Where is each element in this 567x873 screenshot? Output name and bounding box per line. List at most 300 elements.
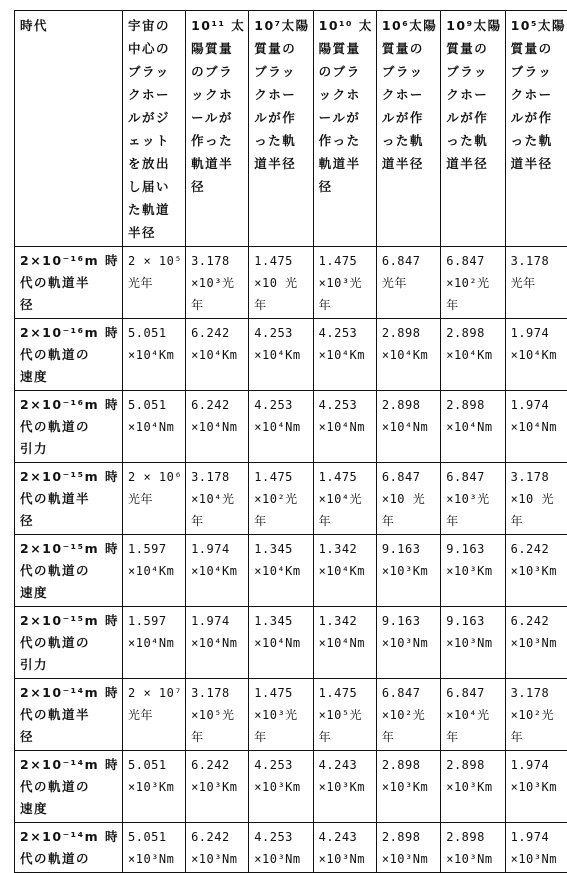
value-cell [313, 535, 376, 607]
value-cell [249, 319, 313, 391]
cell-text-line: 2.898 [446, 322, 501, 344]
cell-text-line: 2.898 [446, 394, 501, 416]
cell-text-line: 質量の [254, 37, 309, 60]
cell-text-line: ×10⁴Nm [191, 416, 245, 438]
value-cell [376, 751, 440, 823]
cell-text-line: 1.475 [254, 682, 309, 704]
cell-text-line: ×10⁴Nm [382, 416, 437, 438]
cell-text-line: し届い [128, 175, 182, 198]
value-cell [123, 751, 186, 823]
cell-text-line: 4.253 [254, 826, 309, 848]
cell-text-line: ×10³Km [446, 776, 501, 798]
value-cell [441, 319, 505, 391]
header-row [15, 11, 567, 247]
cell-text-line: ルがジ [128, 106, 182, 129]
value-cell [505, 823, 567, 873]
cell-text-line: 年 [254, 726, 309, 748]
table-row [15, 751, 567, 823]
cell-text-line: ×10⁴Nm [319, 632, 373, 654]
header-cell [15, 11, 123, 247]
cell-text-line: ×10³Km [511, 560, 566, 582]
cell-text-line: 質量の [382, 37, 437, 60]
value-cell [186, 247, 249, 319]
cell-text-line: ×10³光 [191, 272, 245, 294]
value-cell [186, 319, 249, 391]
cell-text-line: 2×10⁻¹⁴m 時 [20, 754, 119, 776]
cell-text-line: 4.253 [319, 322, 373, 344]
value-cell [313, 823, 376, 873]
value-cell [123, 391, 186, 463]
cell-text-line: 年 [254, 510, 309, 532]
cell-text-line: 年 [382, 726, 437, 748]
value-cell [313, 247, 376, 319]
cell-text-line: ×10⁴Km [382, 344, 437, 366]
cell-text-line: 道半径 [511, 152, 566, 175]
cell-text-line: 光年 [128, 272, 182, 294]
cell-text-line: 2 × 10⁵ [128, 250, 182, 272]
cell-text-line: 軌道半 [191, 152, 245, 175]
cell-text-line: ×10³Nm [382, 848, 437, 870]
cell-text-line: 2×10⁻¹⁶m 時 [20, 250, 119, 272]
cell-text-line: ×10²光 [446, 272, 501, 294]
cell-text-line: 1.475 [319, 682, 373, 704]
value-cell [505, 247, 567, 319]
cell-text-line: 代の軌道の [20, 848, 119, 870]
value-cell [376, 679, 440, 751]
cell-text-line: クホー [446, 83, 501, 106]
cell-text-line: ×10⁴Km [191, 560, 245, 582]
cell-text-line: ールが [319, 106, 373, 129]
cell-text-line: ×10⁴光 [191, 488, 245, 510]
cell-text-line: ×10³Nm [382, 632, 437, 654]
value-cell [186, 535, 249, 607]
cell-text-line: ×10³Nm [511, 848, 566, 870]
cell-text-line: 10⁹太陽 [446, 14, 501, 37]
cell-text-line: 代の軌道の [20, 416, 119, 438]
cell-text-line: ×10³Km [382, 560, 437, 582]
row-label-cell [15, 463, 123, 535]
value-cell [313, 679, 376, 751]
value-cell [186, 751, 249, 823]
cell-text-line: 2×10⁻¹⁵m 時 [20, 610, 119, 632]
cell-text-line: 5.051 [128, 322, 182, 344]
row-label-cell [15, 823, 123, 873]
table-body [15, 11, 567, 873]
cell-text-line: ×10⁵光 [319, 704, 373, 726]
cell-text-line: 道半径 [382, 152, 437, 175]
value-cell [313, 391, 376, 463]
cell-text-line: 5.051 [128, 754, 182, 776]
value-cell [505, 319, 567, 391]
cell-text-line: ×10³光 [446, 488, 501, 510]
document-page [14, 10, 567, 873]
cell-text-line: ×10³Km [511, 776, 566, 798]
black-hole-orbit-table [14, 10, 567, 873]
cell-text-line: 1.974 [191, 610, 245, 632]
value-cell [505, 463, 567, 535]
value-cell [313, 463, 376, 535]
cell-text-line: 2.898 [382, 826, 437, 848]
cell-text-line: ×10³Km [319, 776, 373, 798]
cell-text-line: 6.847 [382, 682, 437, 704]
header-cell [186, 11, 249, 247]
cell-text-line: 1.597 [128, 610, 182, 632]
header-cell [123, 11, 186, 247]
cell-text-line: 3.178 [511, 466, 566, 488]
cell-text-line: 速度 [20, 366, 119, 388]
cell-text-line: 年 [191, 294, 245, 316]
table-row [15, 463, 567, 535]
cell-text-line: 3.178 [511, 682, 566, 704]
cell-text-line: 1.974 [191, 538, 245, 560]
cell-text-line: 1.475 [254, 466, 309, 488]
cell-text-line: 陽質量 [319, 37, 373, 60]
header-cell [376, 11, 440, 247]
value-cell [505, 391, 567, 463]
cell-text-line: 9.163 [382, 610, 437, 632]
cell-text-line: ×10³光 [319, 272, 373, 294]
cell-text-line: 年 [319, 294, 373, 316]
header-cell [505, 11, 567, 247]
cell-text-line: 10⁵太陽 [511, 14, 566, 37]
cell-text-line: 代の軌道の [20, 632, 119, 654]
value-cell [249, 607, 313, 679]
cell-text-line: ×10 光 [382, 488, 437, 510]
header-cell [249, 11, 313, 247]
cell-text-line: 4.253 [254, 394, 309, 416]
cell-text-line: 作った [191, 129, 245, 152]
value-cell [376, 823, 440, 873]
value-cell [123, 679, 186, 751]
value-cell [123, 607, 186, 679]
cell-text-line: ールが [191, 106, 245, 129]
cell-text-line: ×10⁴Nm [254, 632, 309, 654]
cell-text-line: 4.253 [254, 322, 309, 344]
cell-text-line: 4.243 [319, 754, 373, 776]
value-cell [441, 247, 505, 319]
cell-text-line: 2.898 [446, 826, 501, 848]
value-cell [123, 463, 186, 535]
cell-text-line: 2×10⁻¹⁴m 時 [20, 682, 119, 704]
cell-text-line: 軌道半 [319, 152, 373, 175]
cell-text-line: た軌道 [128, 198, 182, 221]
value-cell [313, 751, 376, 823]
cell-text-line: ×10⁴Nm [128, 632, 182, 654]
cell-text-line: 年 [446, 726, 501, 748]
cell-text-line: 6.242 [511, 538, 566, 560]
cell-text-line: 代の軌道半 [20, 488, 119, 510]
cell-text-line: った軌 [254, 129, 309, 152]
cell-text-line: 2 × 10⁶ [128, 466, 182, 488]
row-label-cell [15, 751, 123, 823]
value-cell [313, 607, 376, 679]
cell-text-line: 径 [20, 510, 119, 532]
cell-text-line: ブラッ [254, 60, 309, 83]
cell-text-line: ×10³Km [382, 776, 437, 798]
cell-text-line: 引力 [20, 438, 119, 460]
cell-text-line: 光年 [128, 488, 182, 510]
cell-text-line: 1.974 [511, 394, 566, 416]
cell-text-line: ×10⁴Km [319, 344, 373, 366]
cell-text-line: ×10⁴Km [319, 560, 373, 582]
cell-text-line: 6.847 [382, 466, 437, 488]
value-cell [505, 679, 567, 751]
header-cell [441, 11, 505, 247]
cell-text-line: 9.163 [446, 538, 501, 560]
cell-text-line: のブラ [191, 60, 245, 83]
value-cell [249, 751, 313, 823]
row-label-cell [15, 247, 123, 319]
cell-text-line: 2.898 [382, 322, 437, 344]
cell-text-line: 代の軌道の [20, 776, 119, 798]
cell-text-line: 9.163 [382, 538, 437, 560]
cell-text-line: 10¹⁰ 太 [319, 14, 373, 37]
cell-text-line: ×10³Nm [511, 632, 566, 654]
value-cell [376, 607, 440, 679]
value-cell [313, 319, 376, 391]
cell-text-line: ×10³Km [446, 560, 501, 582]
cell-text-line: 1.475 [319, 250, 373, 272]
cell-text-line: ×10⁴Km [128, 560, 182, 582]
cell-text-line: 1.475 [254, 250, 309, 272]
table-row [15, 823, 567, 873]
cell-text-line: 6.847 [382, 250, 437, 272]
cell-text-line: 年 [511, 726, 566, 748]
value-cell [186, 391, 249, 463]
value-cell [186, 823, 249, 873]
value-cell [441, 607, 505, 679]
cell-text-line: 光年 [382, 272, 437, 294]
cell-text-line: ルが作 [446, 106, 501, 129]
cell-text-line: ×10⁴Nm [128, 416, 182, 438]
value-cell [376, 391, 440, 463]
cell-text-line: ×10 光 [511, 488, 566, 510]
cell-text-line: った軌 [382, 129, 437, 152]
cell-text-line: ×10⁴Km [254, 560, 309, 582]
cell-text-line: クホー [254, 83, 309, 106]
cell-text-line: ルが作 [382, 106, 437, 129]
value-cell [249, 463, 313, 535]
cell-text-line: 光年 [128, 704, 182, 726]
cell-text-line: 2×10⁻¹⁵m 時 [20, 538, 119, 560]
value-cell [249, 535, 313, 607]
cell-text-line: ×10⁴Km [128, 344, 182, 366]
cell-text-line: 速度 [20, 582, 119, 604]
cell-text-line: 6.242 [511, 610, 566, 632]
cell-text-line: ×10⁴Km [511, 344, 566, 366]
cell-text-line: ×10⁴Km [254, 344, 309, 366]
cell-text-line: 年 [511, 510, 566, 532]
cell-text-line: ×10³Nm [319, 848, 373, 870]
value-cell [441, 535, 505, 607]
cell-text-line: ×10³Nm [446, 848, 501, 870]
cell-text-line: ×10 光 [254, 272, 309, 294]
cell-text-line: ルが作 [511, 106, 566, 129]
cell-text-line: 径 [191, 175, 245, 198]
cell-text-line: 10⁶太陽 [382, 14, 437, 37]
table-row [15, 607, 567, 679]
cell-text-line: 4.243 [319, 826, 373, 848]
cell-text-line: 4.253 [319, 394, 373, 416]
value-cell [186, 463, 249, 535]
cell-text-line: 1.475 [319, 466, 373, 488]
row-label-cell [15, 679, 123, 751]
cell-text-line: 1.345 [254, 610, 309, 632]
row-label-cell [15, 319, 123, 391]
table-row [15, 319, 567, 391]
cell-text-line: ×10⁴Km [446, 344, 501, 366]
value-cell [249, 679, 313, 751]
cell-text-line: 年 [382, 510, 437, 532]
cell-text-line: ×10⁵光 [191, 704, 245, 726]
value-cell [376, 535, 440, 607]
cell-text-line: 3.178 [191, 250, 245, 272]
table-row [15, 535, 567, 607]
cell-text-line: ×10³Nm [446, 632, 501, 654]
cell-text-line: 速度 [20, 798, 119, 820]
cell-text-line: った軌 [511, 129, 566, 152]
header-cell [313, 11, 376, 247]
cell-text-line: を放出 [128, 152, 182, 175]
row-label-cell [15, 607, 123, 679]
cell-text-line: 3.178 [191, 682, 245, 704]
cell-text-line: 半径 [128, 221, 182, 244]
cell-text-line: ×10⁴Nm [319, 416, 373, 438]
cell-text-line: 1.974 [511, 322, 566, 344]
cell-text-line: 6.242 [191, 394, 245, 416]
value-cell [441, 391, 505, 463]
cell-text-line: 4.253 [254, 754, 309, 776]
value-cell [249, 247, 313, 319]
cell-text-line: ×10³Km [254, 776, 309, 798]
value-cell [249, 823, 313, 873]
cell-text-line: ブラッ [382, 60, 437, 83]
cell-text-line: 径 [20, 294, 119, 316]
value-cell [123, 319, 186, 391]
cell-text-line: 代の軌道半 [20, 272, 119, 294]
cell-text-line: 代の軌道の [20, 560, 119, 582]
cell-text-line: 6.242 [191, 754, 245, 776]
cell-text-line: 道半径 [446, 152, 501, 175]
cell-text-line: ックホ [191, 83, 245, 106]
cell-text-line: ×10²光 [254, 488, 309, 510]
cell-text-line: ×10³Nm [254, 848, 309, 870]
value-cell [123, 823, 186, 873]
value-cell [123, 247, 186, 319]
cell-text-line: 道半径 [254, 152, 309, 175]
cell-text-line: 光年 [511, 272, 566, 294]
cell-text-line: 陽質量 [191, 37, 245, 60]
cell-text-line: ×10³Nm [128, 848, 182, 870]
cell-text-line: 1.342 [319, 538, 373, 560]
cell-text-line: 3.178 [191, 466, 245, 488]
cell-text-line: 1.345 [254, 538, 309, 560]
value-cell [505, 607, 567, 679]
cell-text-line: 径 [319, 175, 373, 198]
cell-text-line: ェット [128, 129, 182, 152]
cell-text-line: ックホ [319, 83, 373, 106]
cell-text-line: 2.898 [382, 754, 437, 776]
value-cell [505, 535, 567, 607]
cell-text-line: 径 [20, 726, 119, 748]
cell-text-line: 10⁷太陽 [254, 14, 309, 37]
cell-text-line: 引力 [20, 654, 119, 676]
cell-text-line: 宇宙の [128, 14, 182, 37]
cell-text-line: 2×10⁻¹⁵m 時 [20, 466, 119, 488]
cell-text-line: 1.974 [511, 826, 566, 848]
cell-text-line: 6.242 [191, 826, 245, 848]
cell-text-line: 2 × 10⁷ [128, 682, 182, 704]
cell-text-line: ×10³Km [191, 776, 245, 798]
value-cell [186, 679, 249, 751]
cell-text-line: 年 [191, 726, 245, 748]
value-cell [441, 679, 505, 751]
cell-text-line: 2×10⁻¹⁶m 時 [20, 322, 119, 344]
cell-text-line: ×10²光 [511, 704, 566, 726]
cell-text-line: 10¹¹ 太 [191, 14, 245, 37]
cell-text-line: 6.847 [446, 250, 501, 272]
value-cell [441, 463, 505, 535]
cell-text-line: 2.898 [446, 754, 501, 776]
cell-text-line: 1.597 [128, 538, 182, 560]
cell-text-line: 年 [319, 510, 373, 532]
cell-text-line: ×10⁴Nm [254, 416, 309, 438]
value-cell [505, 751, 567, 823]
value-cell [186, 607, 249, 679]
row-label-cell [15, 535, 123, 607]
cell-text-line: クホー [382, 83, 437, 106]
cell-text-line: 2.898 [382, 394, 437, 416]
cell-text-line: ×10⁴Nm [446, 416, 501, 438]
cell-text-line: 2×10⁻¹⁴m 時 [20, 826, 119, 848]
cell-text-line: 作った [319, 129, 373, 152]
cell-text-line: ×10⁴光 [319, 488, 373, 510]
value-cell [441, 823, 505, 873]
cell-text-line: ×10³Km [128, 776, 182, 798]
table-row [15, 679, 567, 751]
cell-text-line: 1.974 [511, 754, 566, 776]
cell-text-line: ブラッ [446, 60, 501, 83]
cell-text-line: 5.051 [128, 826, 182, 848]
cell-text-line: 年 [319, 726, 373, 748]
cell-text-line: ×10³光 [254, 704, 309, 726]
cell-text-line: クホー [511, 83, 566, 106]
cell-text-line: クホー [128, 83, 182, 106]
cell-text-line: 中心の [128, 37, 182, 60]
cell-text-line: ブラッ [128, 60, 182, 83]
cell-text-line: った軌 [446, 129, 501, 152]
cell-text-line: 3.178 [511, 250, 566, 272]
cell-text-line: 質量の [446, 37, 501, 60]
table-row [15, 391, 567, 463]
cell-text-line: 代の軌道半 [20, 704, 119, 726]
value-cell [249, 391, 313, 463]
cell-text-line: 年 [446, 510, 501, 532]
cell-text-line: ルが作 [254, 106, 309, 129]
cell-text-line: 2×10⁻¹⁶m 時 [20, 394, 119, 416]
cell-text-line: のブラ [319, 60, 373, 83]
cell-text-line: 年 [191, 510, 245, 532]
cell-text-line: 時代 [20, 14, 119, 37]
value-cell [441, 751, 505, 823]
cell-text-line: 質量の [511, 37, 566, 60]
cell-text-line: 代の軌道の [20, 344, 119, 366]
value-cell [123, 535, 186, 607]
cell-text-line: 6.847 [446, 682, 501, 704]
cell-text-line: ブラッ [511, 60, 566, 83]
cell-text-line: 6.242 [191, 322, 245, 344]
cell-text-line: 年 [254, 294, 309, 316]
